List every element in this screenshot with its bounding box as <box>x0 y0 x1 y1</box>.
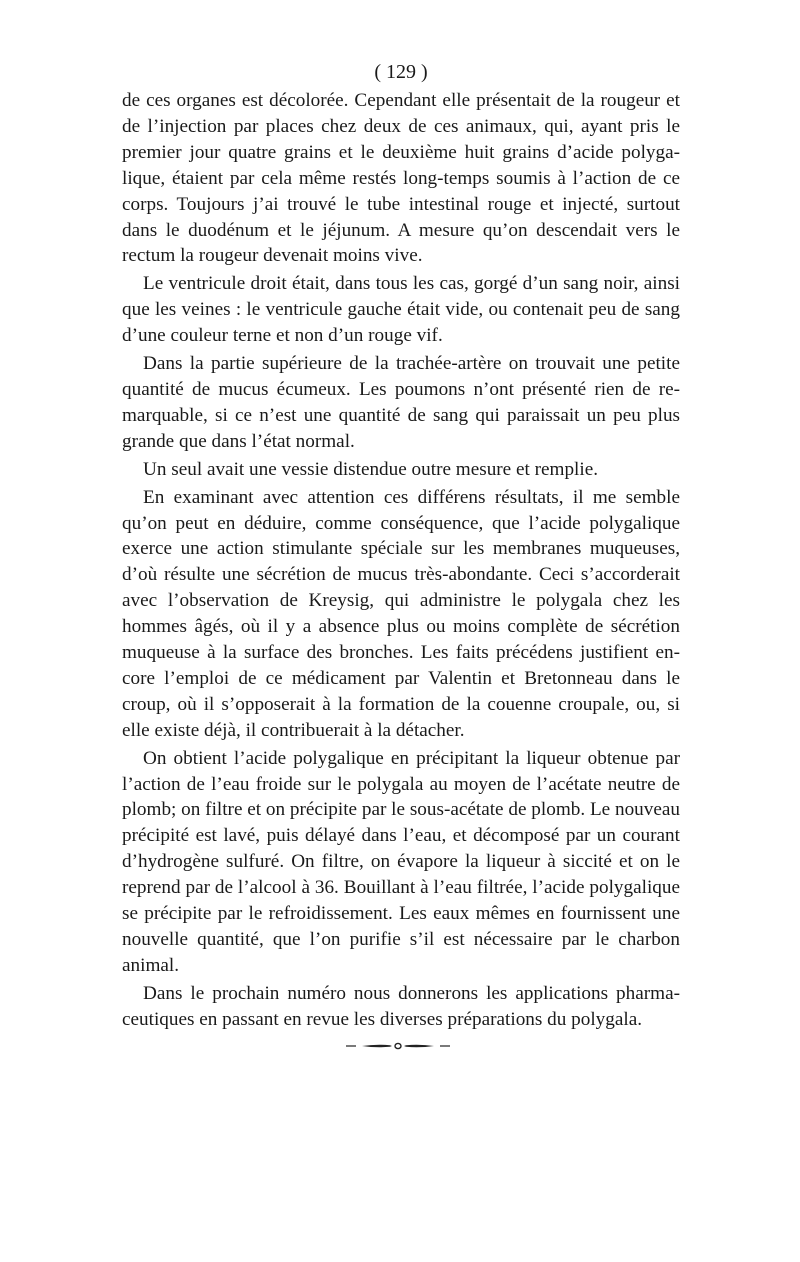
paragraph-1: de ces organes est décolorée. Cependant elle présentait de la rougeur et de l’injection par places chez deux de ces animaux, qui, ayant pris le premier jour quatre grains et le deuxième huit grains d’acide polygalique, étaient par cela même restés long-temps soumis à l’action de ce corps. Toujours j’ai trouvé le tube intestinal rouge et injecté, surtout dans le duodénum et le jéjunum. A mesure qu’on descendait vers le rectum la rougeur devenait moins vive. <box>122 90 680 267</box>
paragraph-4: Un seul avait une vessie distendue outre mesure et remplie. <box>143 458 599 480</box>
paragraph-2: Le ventricule droit était, dans tous les cas, gorgé d’un sang noir, ainsi que les veines : le ventricule gauche était vide, ou contenait peu de sang d’une couleur terne et non d’un rouge vif. <box>122 273 680 347</box>
page-number: ( 129 ) <box>374 61 428 83</box>
page-body <box>122 58 680 1035</box>
paragraph-7: Dans le prochain numéro nous donnerons les applications pharmaceutiques en passant en revue les diverses préparations du polygala. <box>122 982 680 1030</box>
paragraph-5: En examinant avec attention ces différens résultats, il me semble qu’on peut en déduire, comme conséquence, que l’acide polygalique exerce une action stimulante spéciale sur les membranes muqueuses, d’où résulte une sécrétion de mucus très-abondante. Ceci s’accorderait avec l’observation de Kreysig, qui administre le polygala chez les hommes âgés, où il y a absence plus ou moins complète de sécrétion muqueuse à la surface des bronches. Les faits précédens justifient encore l’emploi de ce médicament par Valentin et Bretonneau dans le croup, où il s’opposerait à la formation de la couenne croupale, ou, si elle existe déjà, il contribuerait à la détacher. <box>122 486 680 741</box>
ornamental-divider <box>346 1041 450 1051</box>
paragraph-3: Dans la partie supérieure de la trachée-artère on trouvait une petite quantité de mucus écumeux. Les poumons n’ont présenté rien de remarquable, si ce n’est une quantité de sang qui paraissait un peu plus grande que dans l’état normal. <box>122 353 680 452</box>
paragraph-6: On obtient l’acide polygalique en précipitant la liqueur obtenue par l’action de l’eau froide sur le polygala au moyen de l’acétate neutre de plomb; on filtre et on précipite par le sous-acétate de plomb. Le nouveau précipité est lavé, puis délayé dans l’eau, et décomposé par un courant d’hydrogène sulfuré. On filtre, on évapore la liqueur à siccité et on le reprend par de l’alcool à 36. Bouillant à l’eau filtrée, l’acide polygalique se précipite par le refroidissement. Les eaux mêmes en fournissent une nouvelle quantité, que l’on purifie s’il est nécessaire par le charbon animal. <box>122 747 680 976</box>
